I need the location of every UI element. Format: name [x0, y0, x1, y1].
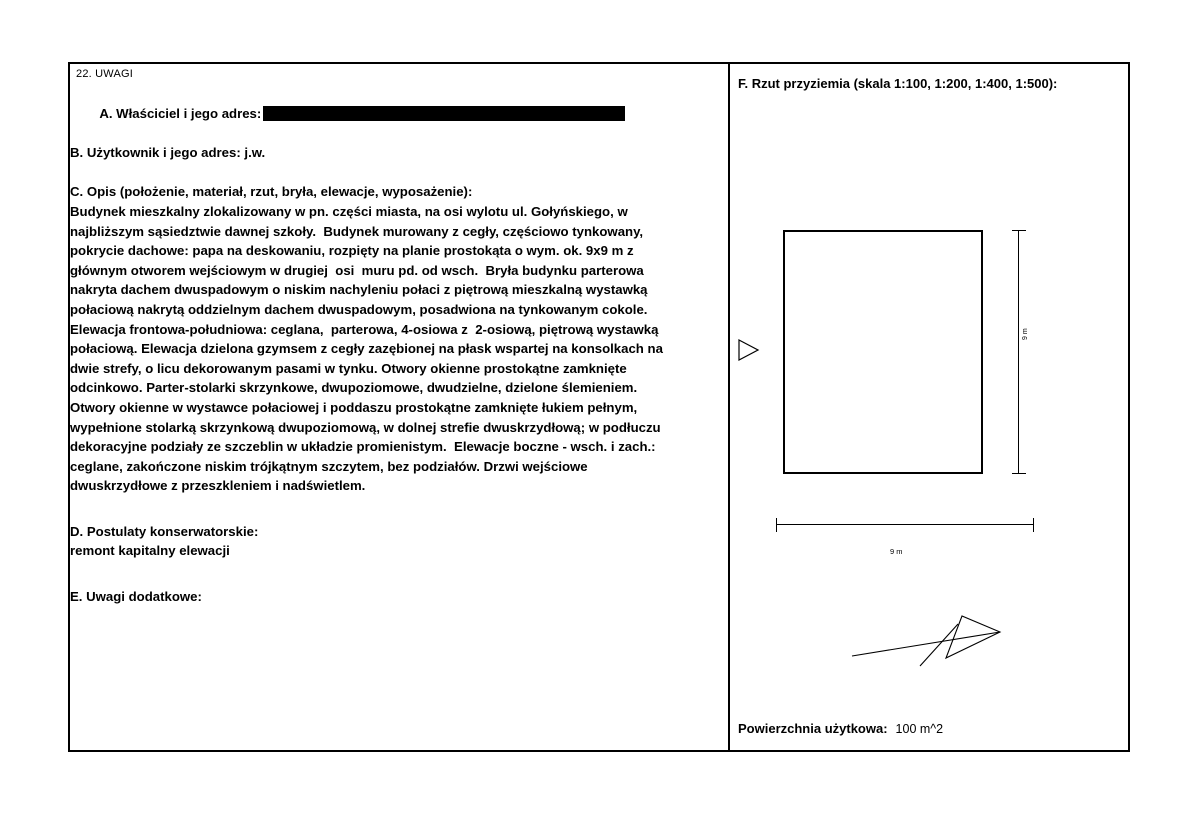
- remarks-body: [70, 84, 720, 607]
- usable-area-value: 100 m^2: [895, 722, 944, 736]
- description-line: odcinkowo. Parter-stolarki skrzynkowe, dwupoziomowe, dwudzielne, dzielone ślemieniem.: [70, 380, 638, 396]
- horizontal-dimension-line: [776, 524, 1034, 525]
- description-line: najbliższym sąsiedztwie dawnej szkoły. Budynek murowany z cegły, częściowo tynkowany,: [70, 223, 644, 239]
- postulates-text: [70, 541, 720, 561]
- owner-row: [70, 84, 720, 143]
- usable-area-label: Powierzchnia użytkowa:: [738, 721, 888, 736]
- postulates-line: remont kapitalny elewacji: [70, 543, 230, 559]
- description-line: połaciową. Elewacja dzielona gzymsem z cegły zazębionej na płask wspartej na konsolkach na: [70, 341, 663, 357]
- building-footprint: [783, 230, 983, 474]
- description-line: Elewacja frontowa-południowa: ceglana, parterowa, 4-osiowa z 2-osiową, piętrową wystawką: [70, 321, 659, 337]
- description-line: ceglane, zakończone niskim trójkątnym szczytem, bez podziałów. Drzwi wejściowe: [70, 458, 588, 474]
- entrance-arrow-icon: [736, 337, 762, 368]
- description-line: nakryta dachem dwuspadowym o niskim nachyleniu połaci z piętrową mieszkalną wystawką: [70, 282, 648, 298]
- north-arrow-icon: [850, 614, 1010, 679]
- plan-drawing: [730, 104, 1128, 684]
- vertical-dimension-label: 9 m: [1022, 328, 1029, 340]
- description-heading: C. Opis (położenie, materiał, rzut, bryła, elewacje, wyposażenie):: [70, 184, 473, 200]
- description-line: Budynek mieszkalny zlokalizowany w pn. części miasta, na osi wylotu ul. Gołyńskiego, w: [70, 203, 628, 219]
- usable-area-row: [738, 721, 1118, 736]
- description-line: głównym otworem wejściowym w drugiej osi muru pd. od wsch. Bryła budynku parterowa: [70, 262, 644, 278]
- description-line: pokrycie dachowe: papa na deskowaniu, rozpięty na planie prostokąta o wym. ok. 9x9 m z: [70, 243, 634, 259]
- additional-remarks-heading: E. Uwagi dodatkowe:: [70, 589, 202, 605]
- section-number: 22. UWAGI: [76, 68, 134, 80]
- description-line: wypełnione stolarką skrzynkową dwupoziomową, w dolnej strefie dwuskrzydłową; w podłuczu: [70, 419, 661, 435]
- plan-title: F. Rzut przyziemia (skala 1:100, 1:200, 1:400, 1:500):: [738, 76, 1058, 91]
- owner-address-redaction: [263, 106, 625, 121]
- vertical-dimension-line: [1018, 230, 1019, 474]
- description-line: Otwory okienne w wystawce połaciowej i poddaszu prostokątne zamknięte łukiem pełnym,: [70, 399, 638, 415]
- description-line: dekoracyjne podziały ze szczeblin w układzie promienistym. Elewacje boczne - wsch. i zach.:: [70, 439, 656, 455]
- remarks-column: [70, 64, 726, 750]
- horizontal-dimension-label: 9 m: [890, 547, 903, 556]
- description-text: [70, 202, 720, 496]
- description-line: dwie strefy, o licu dekorowanym pasami w tynku. Otwory okienne prostokątne zamknięte: [70, 360, 627, 376]
- user-label: B. Użytkownik i jego adres: j.w.: [70, 144, 266, 160]
- description-line: połaciową nakrytą oddzielnym dachem dwuspadowym, posadwiona na tynkowanym cokole.: [70, 301, 648, 317]
- postulates-heading: D. Postulaty konserwatorskie:: [70, 523, 259, 539]
- owner-label: A. Właściciel i jego adres:: [99, 105, 262, 121]
- description-line: dwuskrzydłowe z przeszkleniem i nadświetlem.: [70, 478, 366, 494]
- plan-column: [730, 64, 1128, 750]
